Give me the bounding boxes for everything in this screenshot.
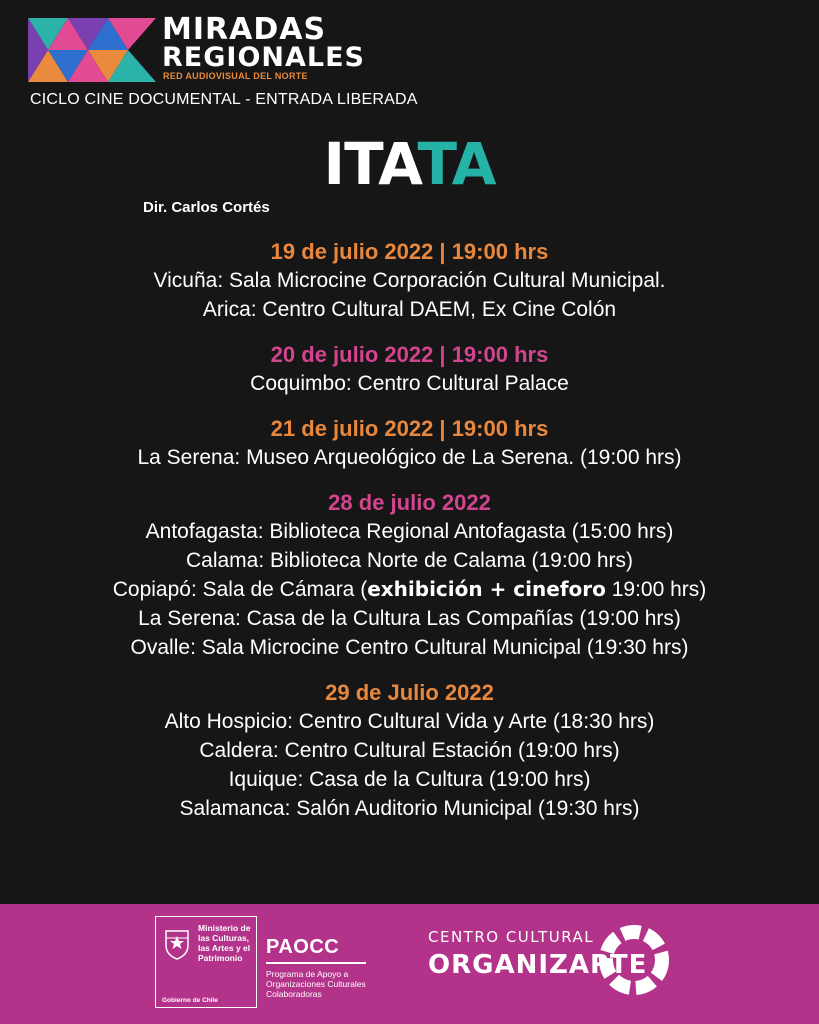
- venue-line: La Serena: Casa de la Cultura Las Compañías (19:00 hrs): [138, 607, 681, 630]
- venue-line: Arica: Centro Cultural DAEM, Ex Cine Colón: [202, 298, 617, 321]
- venue-line: Iquique: Casa de la Cultura (19:00 hrs): [228, 768, 591, 791]
- organizarte-top: CENTRO CULTURAL: [428, 928, 595, 946]
- venue-line: Caldera: Centro Cultural Estación (19:00 hrs): [199, 739, 620, 762]
- brand-line2: REGIONALES: [162, 42, 365, 73]
- schedule-group: [0, 237, 819, 324]
- schedule-date: 28 de julio 2022: [328, 490, 491, 515]
- schedule-date: 29 de Julio 2022: [325, 680, 494, 705]
- copiapo-pre: Copiapó: Sala de Cámara (: [112, 578, 368, 601]
- paocc-description: Programa de Apoyo a Organizaciones Culturales Colaboradoras: [266, 969, 366, 999]
- venue-line: Vicuña: Sala Microcine Corporación Cultural Municipal.: [153, 269, 666, 292]
- director: Dir. Carlos Cortés: [143, 199, 270, 216]
- film-title-teal: TA: [417, 130, 496, 198]
- schedule-date: 21 de julio 2022 | 19:00 hrs: [270, 416, 549, 441]
- paocc-divider: [266, 962, 366, 964]
- venue-line: La Serena: Museo Arqueológico de La Serena. (19:00 hrs): [137, 446, 682, 469]
- venue-line: Calama: Biblioteca Norte de Calama (19:00 hrs): [185, 549, 634, 572]
- ministry-logo: [155, 916, 257, 1008]
- footer-sponsors: [0, 904, 819, 1024]
- venue-line: Coquimbo: Centro Cultural Palace: [250, 372, 569, 395]
- schedule-group: [0, 340, 819, 398]
- organizarte-main: ORGANIZARTE: [428, 950, 648, 980]
- brand-subtitle: RED AUDIOVISUAL DEL NORTE: [163, 71, 308, 81]
- schedule-group: [0, 678, 819, 823]
- chile-coat-of-arms-icon: [162, 925, 192, 961]
- venue-line: Salamanca: Salón Auditorio Municipal (19:30 hrs): [179, 797, 640, 820]
- film-title-white: ITA: [323, 130, 418, 198]
- venue-line-copiapo: [0, 575, 819, 604]
- ministry-name: Ministerio de las Culturas, las Artes y el Patrimonio: [198, 923, 251, 963]
- gov-label: Gobierno de Chile: [162, 997, 218, 1004]
- brand-title: [162, 12, 365, 73]
- schedule-group: [0, 488, 819, 662]
- film-title: [0, 130, 819, 198]
- venue-line: Alto Hospicio: Centro Cultural Vida y Arte (18:30 hrs): [164, 710, 655, 733]
- schedule-group: [0, 414, 819, 472]
- schedule: [0, 237, 819, 839]
- organizarte-ring-icon: [596, 922, 672, 998]
- schedule-date: 20 de julio 2022 | 19:00 hrs: [270, 342, 549, 367]
- brand-line1: MIRADAS: [162, 12, 327, 47]
- copiapo-post: 19:00 hrs): [605, 578, 707, 601]
- paocc-title: PAOCC: [266, 936, 340, 958]
- cycle-title: CICLO CINE DOCUMENTAL - ENTRADA LIBERADA: [30, 91, 418, 108]
- schedule-date: 19 de julio 2022 | 19:00 hrs: [270, 239, 549, 264]
- copiapo-bold: exhibición + cineforo: [367, 577, 606, 601]
- venue-line: Ovalle: Sala Microcine Centro Cultural Municipal (19:30 hrs): [130, 636, 689, 659]
- venue-line: Antofagasta: Biblioteca Regional Antofagasta (15:00 hrs): [145, 520, 674, 543]
- miradas-regionales-logo-icon: [28, 18, 158, 82]
